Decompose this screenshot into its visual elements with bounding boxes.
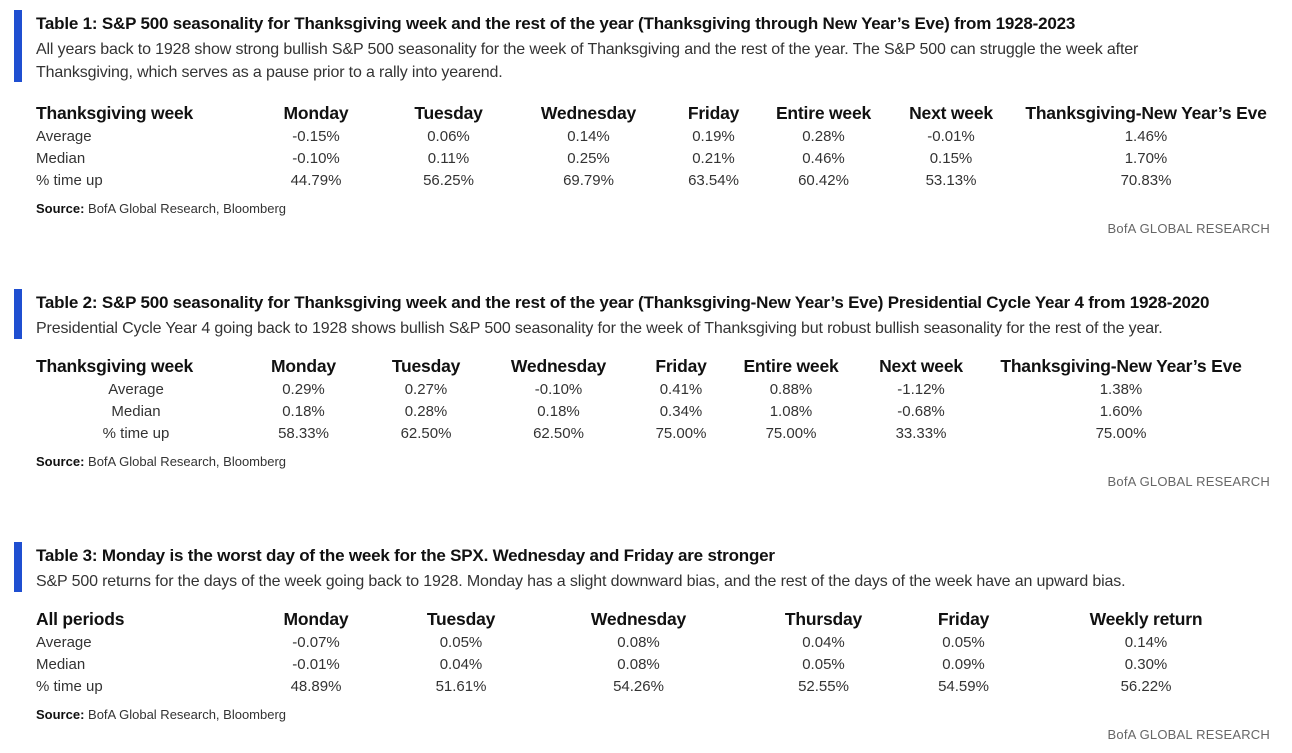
table-title: Table 3: Monday is the worst day of the week for the SPX. Wednesday and Friday are stronger [36,546,775,565]
table-cell: 0.08% [617,633,660,651]
table-cell: 0.28% [404,402,448,420]
source-text: BofA Global Research, Bloomberg [88,707,287,722]
table-cell: -1.12% [897,380,945,398]
table-cell: 75.00% [1095,424,1147,442]
table-cell: 0.19% [692,127,735,145]
table-cell: 33.33% [895,424,947,442]
brand-label: BofA GLOBAL RESEARCH [1107,221,1270,236]
table-cell: 0.29% [282,380,325,398]
table-cell: 44.79% [290,171,342,189]
table-cell: 0.05% [802,655,845,673]
table-cell: 0.25% [567,149,610,167]
column-header: Monday [283,608,349,629]
table-cell: 0.06% [427,127,470,145]
table-cell: 54.59% [938,677,989,695]
column-header: Wednesday [510,355,607,376]
table-row [36,675,1261,697]
table-cell: 0.14% [1124,633,1168,651]
source-label: Source: [36,707,85,722]
row-label: Median [36,149,86,167]
table-row [36,631,1261,653]
table-row [36,125,1286,147]
table-cell: 70.83% [1120,171,1172,189]
source-note [36,201,286,216]
table-cell: 69.79% [563,171,614,189]
table-subtitle: Presidential Cycle Year 4 going back to 1928 shows bullish S&P 500 seasonality for the week of Thanksgiving but robust bullish seasonality for the rest of the year. [36,320,1163,337]
column-header: Thanksgiving-New Year’s Eve [1025,102,1267,123]
source-text: BofA Global Research, Bloomberg [88,201,287,216]
column-header: All periods [36,608,125,629]
source-label: Source: [36,454,85,469]
table-cell: 0.14% [567,127,610,145]
table-cell: 0.41% [659,380,703,398]
table-cell: 1.60% [1099,402,1143,420]
table-cell: 1.70% [1124,149,1168,167]
table-cell: -0.68% [897,402,945,420]
column-header: Entire week [775,102,872,123]
table-cell: 48.89% [290,677,342,695]
table-cell: -0.15% [292,127,340,145]
table-subtitle: All years back to 1928 show strong bullish S&P 500 seasonality for the week of Thanksgiving and the rest of the year. The S&P 500 can struggle the week after Thanksgiving, which serves as a pause prior to a rally into yearend. [36,41,1139,81]
source-note [36,707,286,722]
table-cell: 52.55% [798,677,849,695]
column-header: Next week [909,102,993,123]
accent-bar [14,289,22,339]
table-cell: 62.50% [400,424,452,442]
column-header: Next week [879,355,963,376]
column-header: Weekly return [1089,608,1203,629]
table-cell: 0.18% [537,402,580,420]
table-cell: 54.26% [613,677,664,695]
header-row [36,354,1256,378]
table-cell: 0.18% [282,402,325,420]
accent-bar [14,10,22,82]
table-row [36,169,1286,191]
table-cell: 56.22% [1120,677,1172,695]
table-cell: 60.42% [798,171,849,189]
table-cell: 0.08% [617,655,660,673]
column-header: Thanksgiving-New Year’s Eve [1000,355,1242,376]
row-label: Average [36,127,92,145]
table-cell: 0.34% [659,402,703,420]
table-cell: 0.04% [439,655,483,673]
table-cell: 1.46% [1124,127,1168,145]
data-table [36,101,1286,191]
table-cell: 53.13% [925,171,977,189]
table-cell: -0.01% [292,655,340,673]
table-row [36,378,1256,400]
column-header: Tuesday [391,355,461,376]
table-cell: 56.25% [423,171,474,189]
table-row [36,422,1256,444]
table-cell: 63.54% [688,171,739,189]
table-cell: 75.00% [655,424,707,442]
row-label: Median [36,655,86,673]
brand-label: BofA GLOBAL RESEARCH [1107,727,1270,742]
table-row [36,400,1256,422]
column-header: Monday [271,355,336,376]
column-header: Monday [283,102,349,123]
row-label: Average [36,633,92,651]
table-cell: -0.10% [534,380,583,398]
data-table [36,607,1261,697]
table-cell: 75.00% [765,424,817,442]
table-cell: 0.04% [802,633,845,651]
table-cell: 0.15% [929,149,973,167]
table-row [36,147,1286,169]
column-header: Friday [655,355,707,376]
table-cell: 0.05% [439,633,483,651]
table-cell: 0.21% [692,149,735,167]
data-table [36,354,1256,444]
table-cell: 0.27% [404,380,448,398]
row-label: % time up [102,424,170,442]
column-header: Thanksgiving week [36,355,194,376]
table-title: Table 2: S&P 500 seasonality for Thanksgiving week and the rest of the year (Thanksgiving-New Year’s Eve) Presidential Cycle Year 4 from 1928-2020 [36,293,1210,312]
table-cell: -0.10% [292,149,340,167]
brand-label: BofA GLOBAL RESEARCH [1107,474,1270,489]
source-note [36,454,286,469]
table-cell: -0.01% [927,127,975,145]
table-subtitle: S&P 500 returns for the days of the week going back to 1928. Monday has a slight downward bias, and the rest of the days of the week have an upward bias. [36,573,1126,590]
table-cell: 0.88% [769,380,813,398]
row-label: Average [108,380,164,398]
header-row [36,101,1286,125]
table-cell: 0.09% [942,655,985,673]
table-cell: 0.30% [1124,655,1168,673]
column-header: Tuesday [426,608,496,629]
row-label: % time up [36,171,103,189]
accent-bar [14,542,22,592]
table-cell: 1.38% [1099,380,1143,398]
source-text: BofA Global Research, Bloomberg [88,454,287,469]
column-header: Entire week [743,355,839,376]
table-cell: 0.11% [427,149,470,167]
table-cell: -0.07% [292,633,340,651]
table-cell: 62.50% [533,424,584,442]
row-label: % time up [36,677,103,695]
column-header: Friday [687,102,740,123]
table-cell: 1.08% [769,402,813,420]
table-cell: 0.46% [802,149,845,167]
header-row [36,607,1261,631]
column-header: Wednesday [590,608,687,629]
column-header: Thanksgiving week [36,102,194,123]
table-cell: 0.05% [942,633,985,651]
column-header: Friday [937,608,990,629]
column-header: Tuesday [414,102,483,123]
column-header: Wednesday [540,102,637,123]
table-cell: 58.33% [278,424,329,442]
table-cell: 0.28% [802,127,845,145]
table-title: Table 1: S&P 500 seasonality for Thanksgiving week and the rest of the year (Thanksgiving through New Year’s Eve) from 1928-2023 [36,14,1076,33]
source-label: Source: [36,201,85,216]
row-label: Median [111,402,161,420]
column-header: Thursday [784,608,863,629]
table-row [36,653,1261,675]
table-cell: 51.61% [435,677,487,695]
